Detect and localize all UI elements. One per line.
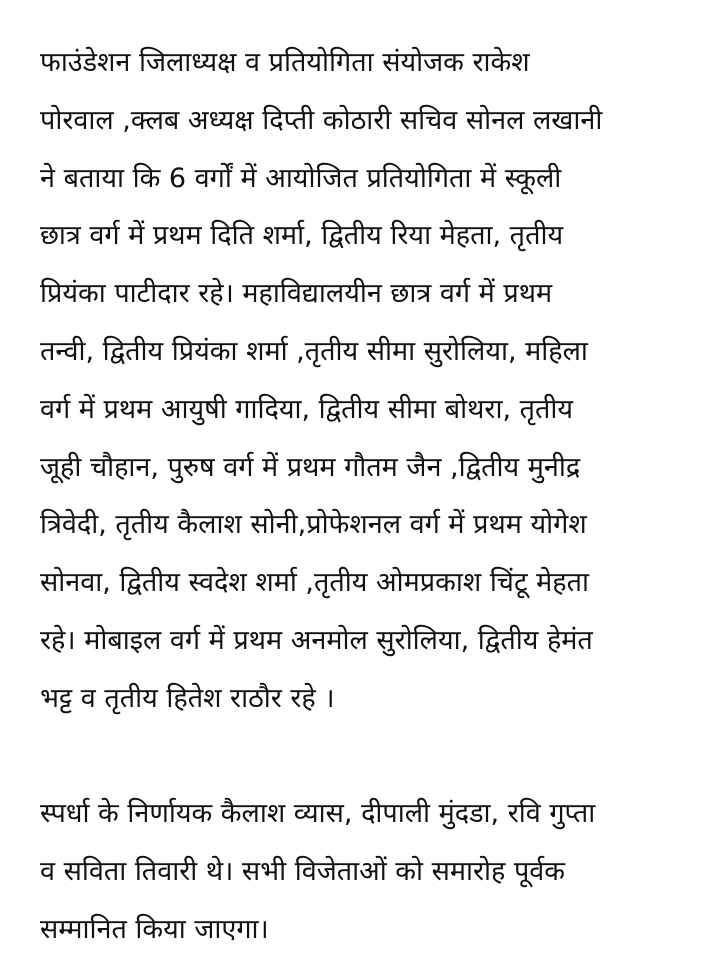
text-line: छात्र वर्ग में प्रथम दिति शर्मा, द्वितीय रिया मेहता, तृतीय <box>40 220 564 252</box>
text-line: व सविता तिवारी थे। सभी विजेताओं को समारोह पूर्वक <box>40 856 566 888</box>
paragraph-gap <box>40 728 690 786</box>
text-line: रहे। मोबाइल वर्ग में प्रथम अनमोल सुरोलिया, द्वितीय हेमंत <box>40 624 593 656</box>
text-line: प्रियंका पाटीदार रहे। महाविद्यालयीन छात्र वर्ग में प्रथम <box>40 278 553 310</box>
text-line: त्रिवेदी, तृतीय कैलाश सोनी,प्रोफेशनल वर्ग में प्रथम योगेश <box>40 509 587 541</box>
text-line: ने बताया कि 6 वर्गों में आयोजित प्रतियोगिता में स्कूली <box>40 162 562 194</box>
text-line: स्पर्धा के निर्णायक कैलाश व्यास, दीपाली मुंदडा, रवि गुप्ता <box>40 798 596 830</box>
text-line: सम्मानित किया जाएगा। <box>40 913 269 945</box>
text-line: तन्वी, द्वितीय प्रियंका शर्मा ,तृतीय सीमा सुरोलिया, महिला <box>40 335 588 367</box>
text-line: पोरवाल ,क्लब अध्यक्ष दिप्ती कोठारी सचिव सोनल लखानी <box>40 104 603 136</box>
paragraph-judges <box>40 785 690 958</box>
text-line: भट्ट व तृतीय हितेश राठौर रहे । <box>40 682 335 714</box>
article-body <box>40 34 690 959</box>
text-line: वर्ग में प्रथम आयुषी गादिया, द्वितीय सीमा बोथरा, तृतीय <box>40 393 574 425</box>
paragraph-results <box>40 34 690 728</box>
text-line: फाउंडेशन जिलाध्यक्ष व प्रतियोगिता संयोजक राकेश <box>40 47 530 78</box>
text-line: सोनवा, द्वितीय स्वदेश शर्मा ,तृतीय ओमप्रकाश चिंटू मेहता <box>40 567 590 599</box>
text-line: जूही चौहान, पुरुष वर्ग में प्रथम गौतम जैन ,द्वितीय मुनीद्र <box>40 451 581 483</box>
